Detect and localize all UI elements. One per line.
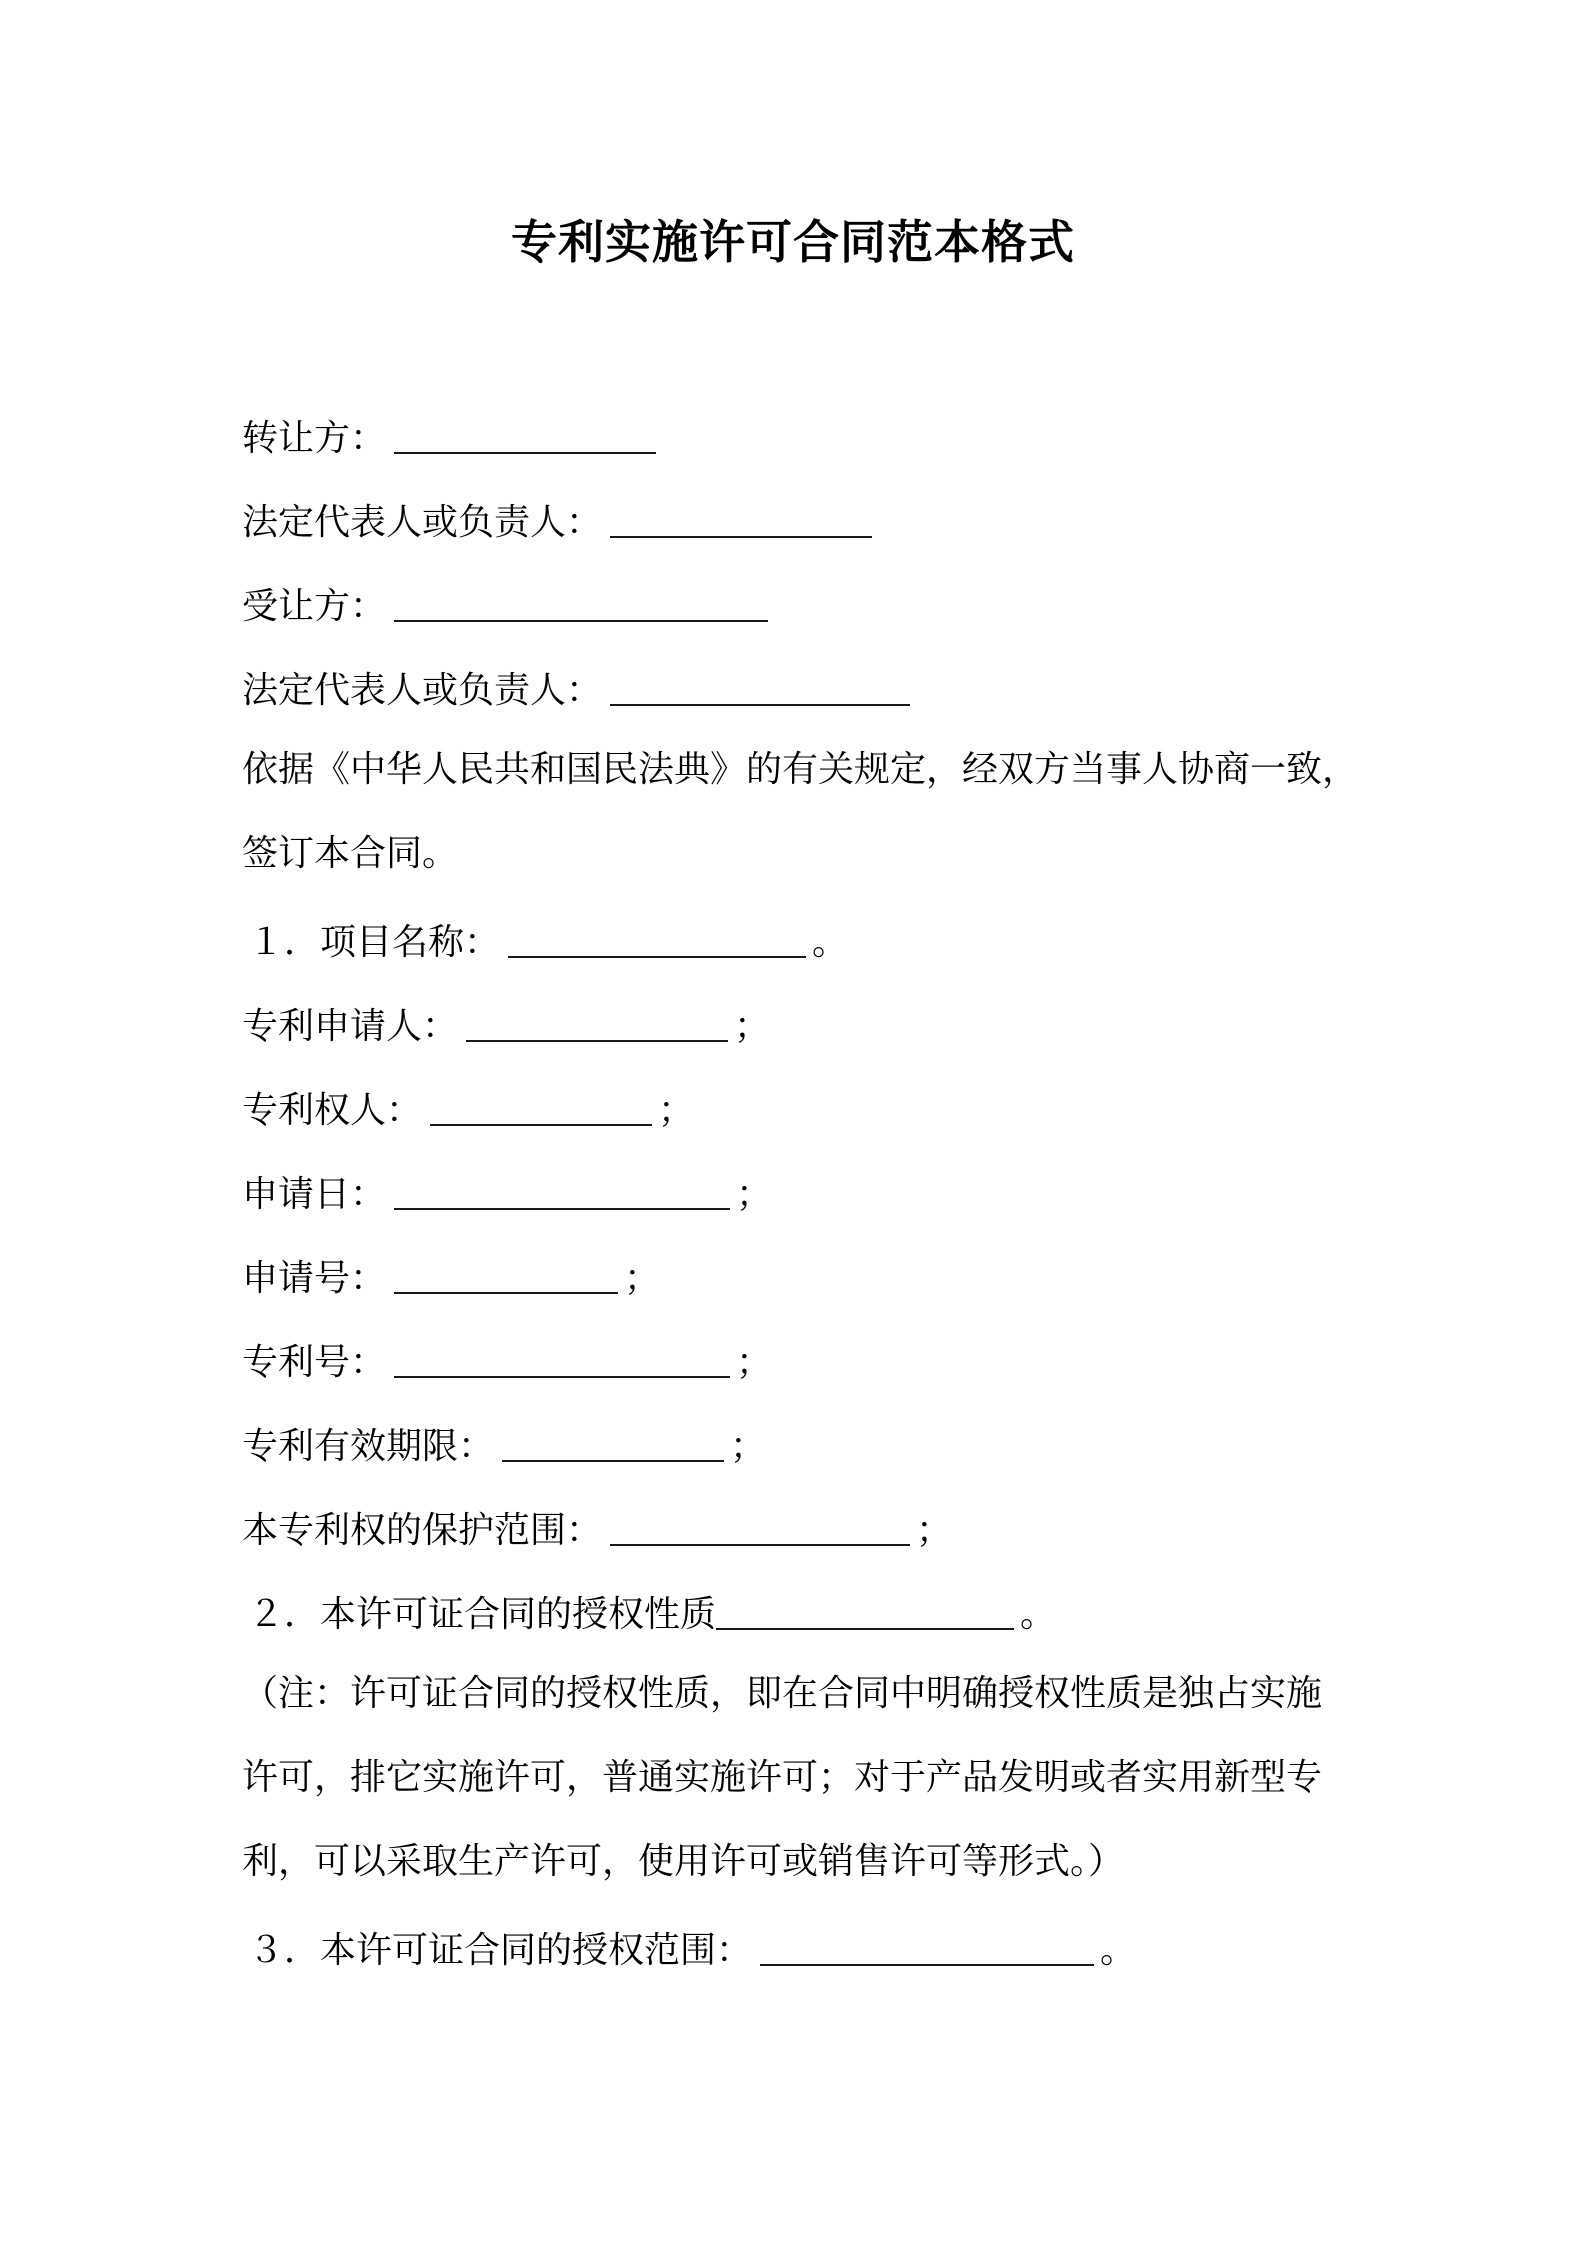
- preamble-line-2: [242, 824, 1362, 908]
- protection-scope-blank[interactable]: [610, 1500, 910, 1546]
- patentee-label: 专利权人：: [242, 1090, 423, 1131]
- validity-line: [242, 1412, 1362, 1496]
- item2-line: [242, 1580, 1362, 1664]
- protection-scope-line: [242, 1496, 1362, 1580]
- note-line-1: [242, 1664, 1362, 1748]
- application-no-end: ；: [624, 1258, 661, 1299]
- item2-end: 。: [1020, 1594, 1057, 1635]
- filing-date-blank[interactable]: [394, 1164, 730, 1210]
- preamble-text-1: 依据《中华人民共和国民法典》的有关规定，经双方当事人协商一致，: [242, 749, 1359, 790]
- transferee-rep-blank[interactable]: [610, 660, 910, 706]
- patentee-end: ；: [658, 1090, 695, 1131]
- item2-label: ２．本许可证合同的授权性质: [248, 1594, 717, 1635]
- item1-end: 。: [812, 922, 849, 963]
- transferee-blank[interactable]: [394, 576, 768, 622]
- patent-no-blank[interactable]: [394, 1332, 730, 1378]
- item3-line: [242, 1916, 1362, 2000]
- application-no-label: 申请号：: [242, 1258, 387, 1299]
- filing-date-label: 申请日：: [242, 1174, 387, 1215]
- filing-date-end: ；: [736, 1174, 773, 1215]
- document-body: [242, 404, 1362, 2000]
- note-text-1: （注：许可证合同的授权性质，即在合同中明确授权性质是独占实施: [242, 1673, 1323, 1714]
- item2-blank[interactable]: [716, 1584, 1014, 1630]
- filing-date-line: [242, 1160, 1362, 1244]
- application-no-line: [242, 1244, 1362, 1328]
- transferor-blank[interactable]: [394, 408, 656, 454]
- protection-scope-label: 本专利权的保护范围：: [242, 1510, 603, 1551]
- transferor-rep-label: 法定代表人或负责人：: [242, 502, 603, 543]
- note-text-3: 利，可以采取生产许可，使用许可或销售许可等形式。）: [242, 1841, 1125, 1882]
- patent-applicant-label: 专利申请人：: [242, 1006, 459, 1047]
- note-text-2: 许可，排它实施许可，普通实施许可；对于产品发明或者实用新型专: [242, 1757, 1323, 1798]
- validity-end: ；: [730, 1426, 767, 1467]
- transferee-rep-line: [242, 656, 1362, 740]
- transferee-label: 受让方：: [242, 586, 387, 627]
- transferor-rep-line: [242, 488, 1362, 572]
- document-title: 专利实施许可合同范本格式: [511, 215, 1075, 269]
- item1-line: [242, 908, 1362, 992]
- transferor-line: [242, 404, 1362, 488]
- patentee-blank[interactable]: [430, 1080, 652, 1126]
- item3-blank[interactable]: [760, 1920, 1094, 1966]
- protection-scope-end: ；: [916, 1510, 953, 1551]
- patent-applicant-end: ；: [734, 1006, 771, 1047]
- item1-blank[interactable]: [508, 912, 806, 958]
- patentee-line: [242, 1076, 1362, 1160]
- item3-label: ３．本许可证合同的授权范围：: [248, 1930, 753, 1971]
- preamble-text-2: 签订本合同。: [242, 833, 459, 874]
- note-line-2: [242, 1748, 1362, 1832]
- transferor-rep-blank[interactable]: [610, 492, 872, 538]
- preamble-line-1: [242, 740, 1362, 824]
- application-no-blank[interactable]: [394, 1248, 618, 1294]
- patent-no-end: ；: [736, 1342, 773, 1383]
- note-line-3: [242, 1832, 1362, 1916]
- validity-label: 专利有效期限：: [242, 1426, 495, 1467]
- transferee-rep-label: 法定代表人或负责人：: [242, 670, 603, 711]
- patent-no-line: [242, 1328, 1362, 1412]
- validity-blank[interactable]: [502, 1416, 724, 1462]
- patent-no-label: 专利号：: [242, 1342, 387, 1383]
- transferor-label: 转让方：: [242, 418, 387, 459]
- patent-applicant-blank[interactable]: [466, 996, 728, 1042]
- patent-applicant-line: [242, 992, 1362, 1076]
- transferee-line: [242, 572, 1362, 656]
- item3-end: 。: [1100, 1930, 1137, 1971]
- item1-label: １．项目名称：: [248, 922, 501, 963]
